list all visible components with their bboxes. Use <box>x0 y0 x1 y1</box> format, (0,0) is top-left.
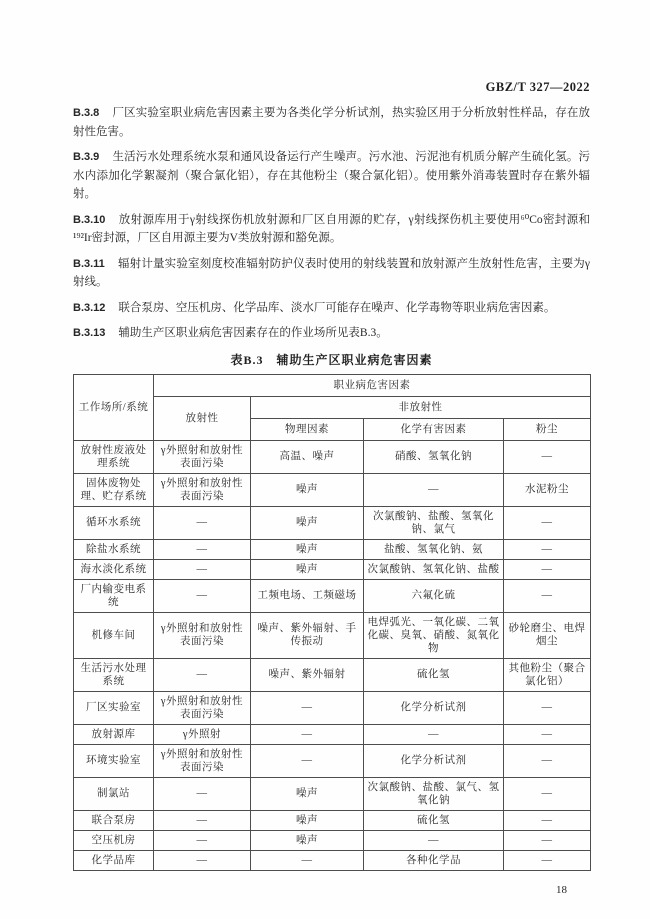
cell-workplace: 固体废物处理、贮存系统 <box>74 473 154 506</box>
cell-dust: — <box>504 830 591 850</box>
cell-workplace: 生活污水处理系统 <box>74 658 154 691</box>
cell-dust: 其他粉尘（聚合氯化铝） <box>504 658 591 691</box>
paragraph <box>73 104 590 141</box>
cell-radioactive: γ外照射 <box>154 724 251 744</box>
cell-dust: — <box>504 810 591 830</box>
cell-dust: — <box>504 506 591 539</box>
paragraph <box>73 324 590 343</box>
cell-workplace: 空压机房 <box>74 830 154 850</box>
paragraph-text: 生活污水处理系统水泵和通风设备运行产生噪声。污水池、污泥池有机质分解产生硫化氢。污水内添加化学絮凝剂（聚合氯化铝），存在其他粉尘（聚合氯化铝）。使用紫外消毒装置时存在紫外辐射。 <box>73 151 590 200</box>
cell-workplace: 循环水系统 <box>74 506 154 539</box>
cell-radioactive: γ外照射和放射性表面污染 <box>154 473 251 506</box>
cell-physical: 噪声 <box>251 473 364 506</box>
table-row <box>74 473 591 506</box>
cell-workplace: 放射源库 <box>74 724 154 744</box>
paragraph-text: 辐射计量实验室刻度校准辐射防护仪表时使用的射线装置和放射源产生放射性危害，主要为γ射线。 <box>73 257 590 288</box>
cell-chemical: 次氯酸钠、盐酸、氢氧化钠、氯气 <box>364 506 504 539</box>
col-header-chemical: 化学有害因素 <box>364 418 504 440</box>
hazards-table <box>73 374 591 871</box>
cell-workplace: 机修车间 <box>74 612 154 658</box>
table-row <box>74 559 591 579</box>
cell-chemical: 各种化学品 <box>364 850 504 870</box>
page-number: 18 <box>556 883 567 896</box>
cell-radioactive: γ外照射和放射性表面污染 <box>154 691 251 724</box>
table-body <box>74 440 591 870</box>
cell-dust: — <box>504 724 591 744</box>
table-row <box>74 612 591 658</box>
cell-workplace: 联合泵房 <box>74 810 154 830</box>
cell-radioactive: — <box>154 539 251 559</box>
col-header-workplace: 工作场所/系统 <box>74 374 154 440</box>
cell-workplace: 海水淡化系统 <box>74 559 154 579</box>
cell-chemical: — <box>364 473 504 506</box>
cell-physical: — <box>251 744 364 777</box>
cell-chemical: — <box>364 724 504 744</box>
cell-workplace: 除盐水系统 <box>74 539 154 559</box>
paragraph <box>73 299 590 318</box>
cell-dust: — <box>504 579 591 612</box>
paragraph-text: 辅助生产区职业病危害因素存在的作业场所见表B.3。 <box>118 327 388 339</box>
cell-workplace: 环境实验室 <box>74 744 154 777</box>
cell-chemical: 电焊弧光、一氧化碳、二氧化碳、臭氧、硝酸、氮氧化物 <box>364 612 504 658</box>
table-row <box>74 691 591 724</box>
cell-workplace: 化学品库 <box>74 850 154 870</box>
cell-radioactive: — <box>154 810 251 830</box>
cell-workplace: 放射性废液处理系统 <box>74 440 154 473</box>
cell-dust: 砂轮磨尘、电焊烟尘 <box>504 612 591 658</box>
cell-chemical: 化学分析试剂 <box>364 691 504 724</box>
body-paragraphs <box>73 104 590 343</box>
table-row <box>74 440 591 473</box>
paragraph-text: 放射源库用于γ射线探伤机放射源和厂区自用源的贮存，γ射线探伤机主要使用⁶⁰Co密封源和¹⁹²Ir密封源，厂区自用源主要为V类放射源和豁免源。 <box>73 213 590 244</box>
cell-dust: — <box>504 691 591 724</box>
table-row <box>74 539 591 559</box>
cell-chemical: 硫化氢 <box>364 810 504 830</box>
cell-radioactive: — <box>154 506 251 539</box>
cell-radioactive: γ外照射和放射性表面污染 <box>154 612 251 658</box>
cell-physical: 高温、噪声 <box>251 440 364 473</box>
cell-chemical: 硝酸、氢氧化钠 <box>364 440 504 473</box>
cell-radioactive: γ外照射和放射性表面污染 <box>154 744 251 777</box>
cell-physical: 噪声 <box>251 830 364 850</box>
cell-physical: — <box>251 691 364 724</box>
cell-physical: 工频电场、工频磁场 <box>251 579 364 612</box>
cell-dust: — <box>504 777 591 810</box>
cell-chemical: — <box>364 830 504 850</box>
paragraph <box>73 148 590 204</box>
cell-radioactive: — <box>154 559 251 579</box>
cell-workplace: 厂内输变电系统 <box>74 579 154 612</box>
table-title: 表B.3 辅助生产区职业病危害因素 <box>230 352 433 367</box>
cell-radioactive: — <box>154 850 251 870</box>
cell-physical: 噪声 <box>251 539 364 559</box>
paragraph-label: B.3.9 <box>73 151 100 163</box>
paragraph-label: B.3.12 <box>73 301 106 314</box>
col-header-hazards: 职业病危害因素 <box>154 374 591 396</box>
cell-radioactive: — <box>154 830 251 850</box>
table-row <box>74 850 591 870</box>
table-header <box>74 374 591 440</box>
cell-physical: 噪声、紫外辐射 <box>251 658 364 691</box>
table-row <box>74 810 591 830</box>
cell-radioactive: — <box>154 579 251 612</box>
cell-physical: — <box>251 724 364 744</box>
cell-chemical: 次氯酸钠、氢氧化钠、盐酸 <box>364 559 504 579</box>
col-header-dust: 粉尘 <box>504 418 591 440</box>
table-row <box>74 506 591 539</box>
table-row <box>74 579 591 612</box>
cell-dust: — <box>504 744 591 777</box>
paragraph <box>73 211 590 248</box>
cell-radioactive: γ外照射和放射性表面污染 <box>154 440 251 473</box>
cell-chemical: 六氟化硫 <box>364 579 504 612</box>
table-row <box>74 777 591 810</box>
paragraph-label: B.3.11 <box>73 257 105 270</box>
cell-dust: 水泥粉尘 <box>504 473 591 506</box>
cell-physical: 噪声 <box>251 559 364 579</box>
standard-number: GBZ/T 327—2022 <box>485 80 590 94</box>
cell-chemical: 化学分析试剂 <box>364 744 504 777</box>
paragraph-label: B.3.13 <box>73 327 106 339</box>
cell-physical: 噪声、紫外辐射、手传振动 <box>251 612 364 658</box>
cell-workplace: 制氯站 <box>74 777 154 810</box>
cell-chemical: 次氯酸钠、盐酸、氯气、氢氧化钠 <box>364 777 504 810</box>
paragraph-label: B.3.8 <box>73 107 100 119</box>
table-row <box>74 744 591 777</box>
cell-dust: — <box>504 440 591 473</box>
cell-dust: — <box>504 850 591 870</box>
cell-physical: 噪声 <box>251 506 364 539</box>
paragraph-label: B.3.10 <box>73 213 106 226</box>
table-row <box>74 658 591 691</box>
paragraph-text: 联合泵房、空压机房、化学品库、淡水厂可能存在噪声、化学毒物等职业病危害因素。 <box>118 301 556 314</box>
paragraph-text: 厂区实验室职业病危害因素主要为各类化学分析试剂，热实验区用于分析放射性样品，存在放射性危害。 <box>73 107 590 138</box>
cell-radioactive: — <box>154 658 251 691</box>
col-header-non-radioactive: 非放射性 <box>251 396 591 418</box>
cell-dust: — <box>504 539 591 559</box>
cell-chemical: 硫化氢 <box>364 658 504 691</box>
table-row <box>74 724 591 744</box>
paragraph <box>73 255 590 292</box>
table-row <box>74 830 591 850</box>
cell-chemical: 盐酸、氢氧化钠、氨 <box>364 539 504 559</box>
col-header-radioactive: 放射性 <box>154 396 251 440</box>
cell-physical: 噪声 <box>251 810 364 830</box>
col-header-physical: 物理因素 <box>251 418 364 440</box>
cell-radioactive: — <box>154 777 251 810</box>
cell-workplace: 厂区实验室 <box>74 691 154 724</box>
cell-physical: — <box>251 850 364 870</box>
cell-physical: 噪声 <box>251 777 364 810</box>
cell-dust: — <box>504 559 591 579</box>
